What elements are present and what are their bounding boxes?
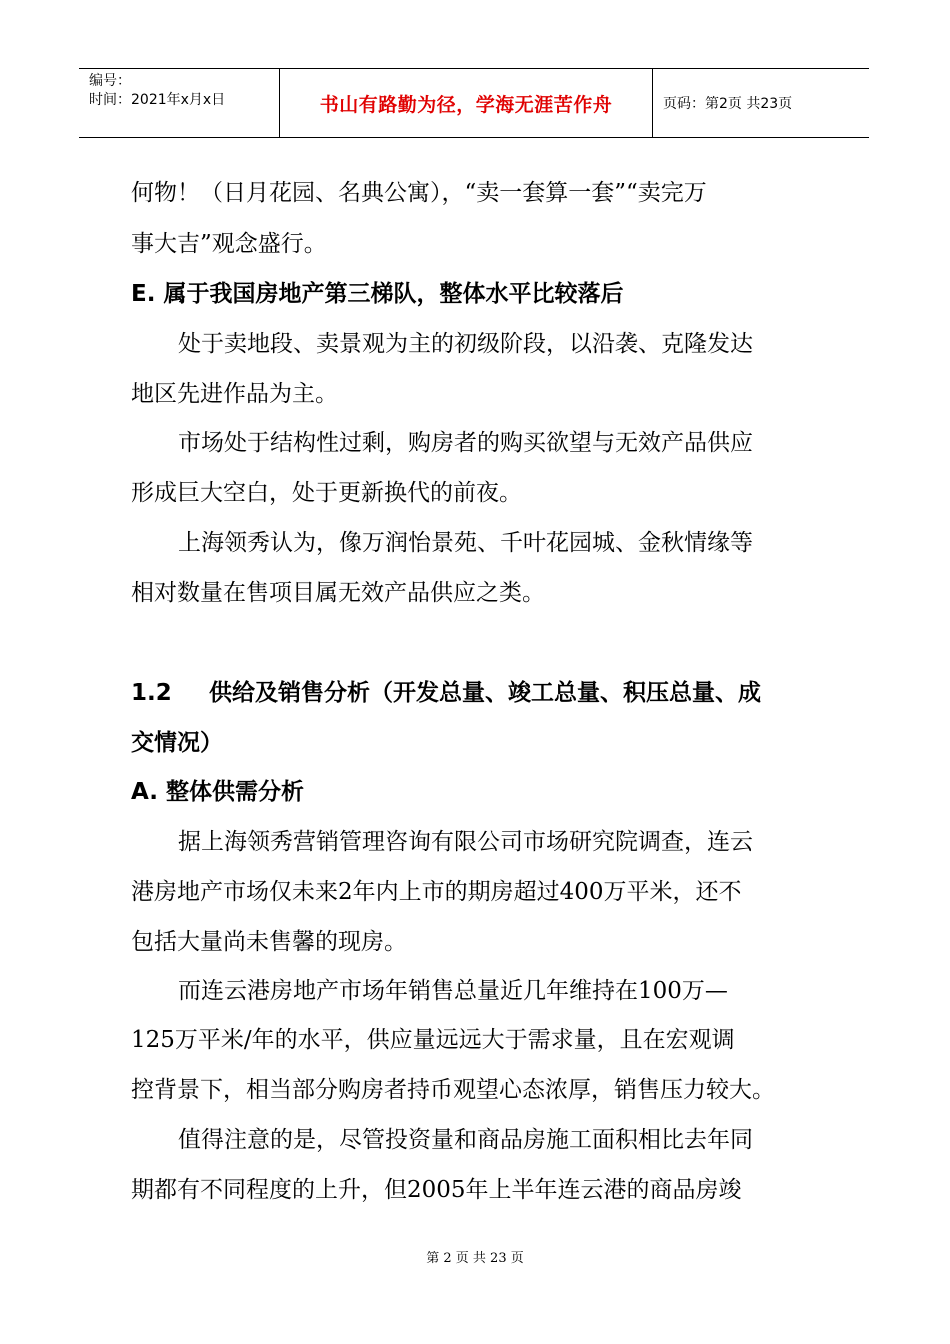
heading-e: E. 属于我国房地产第三梯队，整体水平比较落后 <box>131 281 624 307</box>
page-header <box>79 68 869 138</box>
paragraph-line: 而连云港房地产市场年销售总量近几年维持在100万— <box>178 978 728 1004</box>
section-number: 1.2 <box>131 680 172 706</box>
paragraph-line: 上海领秀认为，像万润怡景苑、千叶花园城、金秋情缘等 <box>178 530 753 556</box>
paragraph-line: 处于卖地段、卖景观为主的初级阶段，以沿袭、克隆发达 <box>178 331 753 357</box>
paragraph-line: 包括大量尚未售馨的现房。 <box>131 929 407 955</box>
header-motto-cell <box>280 69 653 137</box>
paragraph-line: 值得注意的是，尽管投资量和商品房施工面积相比去年同 <box>178 1127 753 1153</box>
paragraph-line: 地区先进作品为主。 <box>131 381 338 407</box>
paragraph-line: 港房地产市场仅未来2年内上市的期房超过400万平米，还不 <box>131 879 742 905</box>
paragraph-line: 形成巨大空白，处于更新换代的前夜。 <box>131 480 522 506</box>
page-footer: 第 2 页 共 23 页 <box>426 1251 524 1266</box>
text-line: 何物！（日月花园、名典公寓），“卖一套算一套”“卖完万 <box>131 180 707 206</box>
paragraph-line: 控背景下，相当部分购房者持币观望心态浓厚，销售压力较大。 <box>131 1077 775 1103</box>
section-title: 供给及销售分析（开发总量、竣工总量、积压总量、成 <box>209 680 761 706</box>
paragraph-line: 市场处于结构性过剩，购房者的购买欲望与无效产品供应 <box>178 430 753 456</box>
document-date: 时间：2021年x月x日 <box>89 92 226 108</box>
paragraph-line: 相对数量在售项目属无效产品供应之类。 <box>131 580 545 606</box>
text-line: 事大吉”观念盛行。 <box>131 231 327 257</box>
heading-a: A. 整体供需分析 <box>131 779 304 805</box>
header-page-info: 页码：第2页 共23页 <box>663 96 793 112</box>
section-heading <box>131 678 761 708</box>
paragraph-line: 据上海领秀营销管理咨询有限公司市场研究院调查，连云 <box>178 829 753 855</box>
paragraph-line: 期都有不同程度的上升，但2005年上半年连云港的商品房竣 <box>131 1177 742 1203</box>
header-page-cell <box>653 69 869 137</box>
document-number: 编号： <box>89 73 131 89</box>
header-motto: 书山有路勤为径，学海无涯苦作舟 <box>319 93 613 116</box>
paragraph-line: 125万平米/年的水平，供应量远远大于需求量，且在宏观调 <box>131 1027 735 1053</box>
section-heading-cont: 交情况） <box>131 730 223 756</box>
header-meta <box>79 69 280 137</box>
